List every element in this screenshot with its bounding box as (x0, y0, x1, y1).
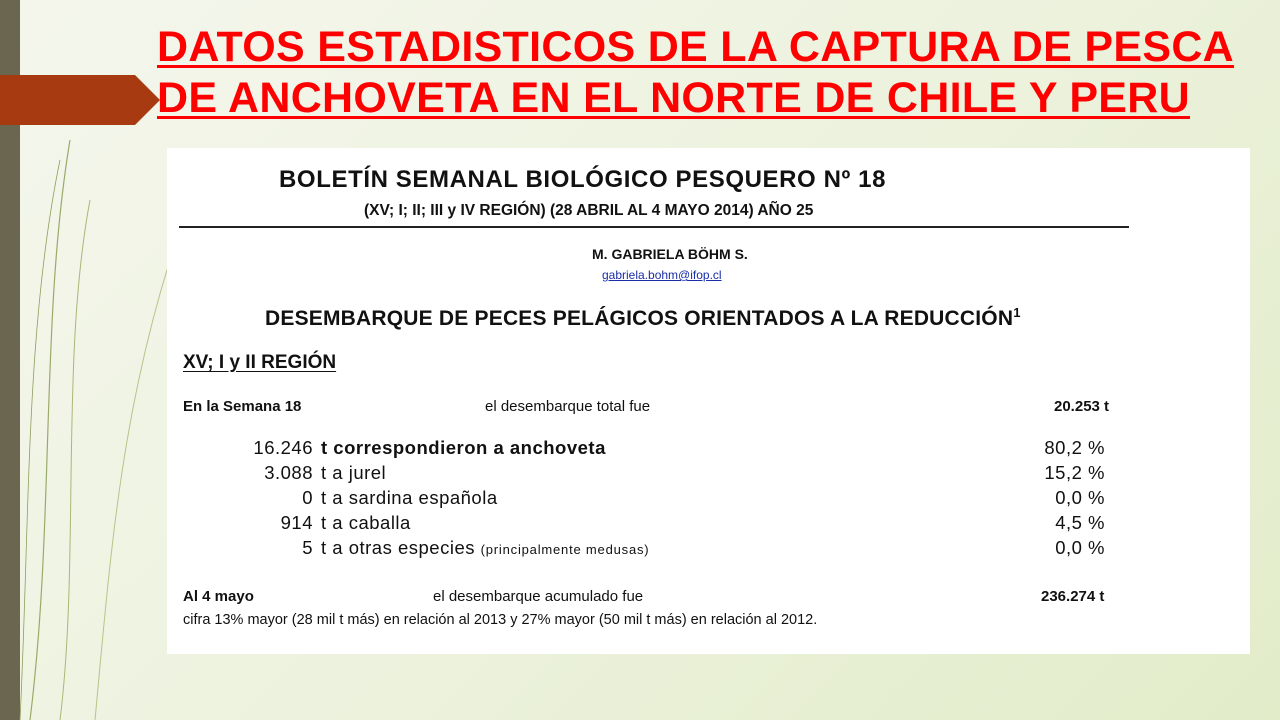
breakdown-desc: t a jurel (321, 462, 387, 483)
week-total: 20.253 t (1054, 398, 1110, 415)
section-title-text: DESEMBARQUE DE PECES PELÁGICOS ORIENTADOS A LA REDUCCIÓN (265, 307, 1014, 330)
slide-title (157, 22, 1267, 124)
section-footnote-marker: 1 (1013, 305, 1021, 320)
breakdown-pct: 15,2 % (1044, 462, 1105, 483)
breakdown-desc: t a sardina española (321, 487, 498, 508)
breakdown-desc (321, 537, 649, 559)
breakdown-amount: 0 (302, 487, 313, 508)
breakdown-desc-text: t a otras especies (321, 537, 475, 558)
title-arrow-tab (0, 75, 160, 125)
comparison-text: cifra 13% mayor (28 mil t más) en relación al 2013 y 27% mayor (50 mil t más) en relación al 2012. (183, 612, 818, 628)
breakdown-desc: t a caballa (321, 512, 411, 533)
cumulative-label: Al 4 mayo (183, 588, 254, 605)
cumulative-total: 236.274 t (1041, 588, 1105, 605)
section-title (265, 305, 1021, 331)
breakdown-pct: 80,2 % (1044, 437, 1105, 458)
breakdown-desc: t correspondieron a anchoveta (321, 437, 606, 458)
region-heading: XV; I y II REGIÓN (183, 352, 337, 373)
bulletin-subtitle: (XV; I; II; III y IV REGIÓN) (28 ABRIL AL 4 MAYO 2014) AÑO 25 (364, 202, 814, 219)
author-email-link[interactable]: gabriela.bohm@ifop.cl (602, 268, 722, 282)
bulletin-image (167, 148, 1250, 654)
bulletin-title: BOLETÍN SEMANAL BIOLÓGICO PESQUERO Nº 18 (279, 166, 887, 193)
cumulative-text: el desembarque acumulado fue (433, 588, 644, 605)
breakdown-pct: 0,0 % (1055, 487, 1105, 508)
week-label: En la Semana 18 (183, 398, 302, 415)
breakdown-note: (principalmente medusas) (480, 542, 650, 557)
breakdown-pct: 4,5 % (1055, 512, 1105, 533)
bulletin-author: M. GABRIELA BÖHM S. (592, 246, 748, 262)
slide-title-line-2: DE ANCHOVETA EN EL NORTE DE CHILE Y PERU (157, 74, 1190, 122)
header-divider (179, 226, 1129, 228)
breakdown-amount: 5 (302, 537, 313, 558)
breakdown-amount: 16.246 (253, 437, 313, 458)
breakdown-amount: 3.088 (264, 462, 313, 483)
week-text: el desembarque total fue (485, 398, 651, 415)
slide-title-line-1: DATOS ESTADISTICOS DE LA CAPTURA DE PESCA (157, 23, 1235, 71)
breakdown-pct: 0,0 % (1055, 537, 1105, 558)
breakdown-amount: 914 (280, 512, 313, 533)
